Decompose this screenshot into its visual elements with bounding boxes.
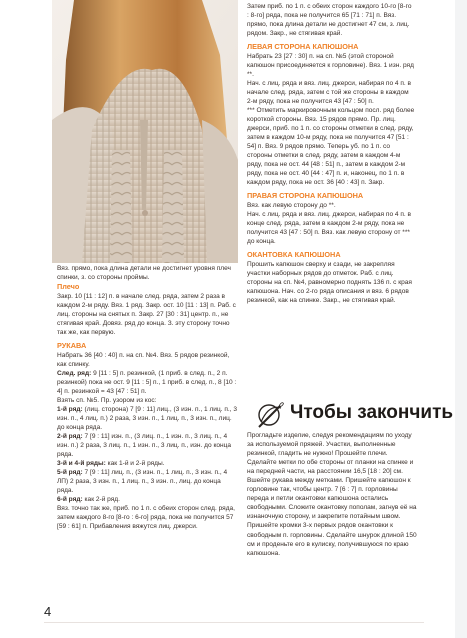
right-text-column <box>247 2 415 305</box>
hooded-sweater-photo <box>52 0 238 263</box>
left-hood-text-1: Набрать 23 [27 : 30] п. на сп. №5 (этой стороной капюшон присоединяется к горловине). Вяз. 1 изн. ряд **. <box>247 52 414 78</box>
hood-edging-heading: ОКАНТОВКА КАПЮШОНА <box>247 250 341 260</box>
row-2-instruction <box>57 432 237 459</box>
row-3-4-text: как 1-й и 2-й ряды. <box>105 460 165 468</box>
next-row-label: След. ряд: <box>57 369 92 377</box>
footer-divider <box>44 622 424 623</box>
row-3-4-label: 3-й и 4-й ряды: <box>57 460 106 468</box>
left-text-column <box>57 264 237 531</box>
row-6-label: 6-й ряд: <box>57 496 83 504</box>
sleeve-increase-text: Вяз. точно так же, приб. по 1 п. с обеих сторон след. ряда, затем каждого 8-го [8-го : 6-го] ряда, пока не получится 57 [59 : 61] п. Прибавления вяжутся лиц. джерси. <box>57 505 235 531</box>
next-row-text: 9 [11 : 5] п. резинкой, (1 приб. в след. п., 2 п. резинкой) пока не ост. 9 [11 : 5] п., 1 приб. в след. п., 8 [10 : 4] п. резинкой = 43 [47 : 51] п. <box>57 369 237 395</box>
row-5-label: 5-й ряд: <box>57 469 83 477</box>
row-1-label: 1-й ряд: <box>57 405 83 413</box>
hood-edging-text: Прошить капюшон сверху и сзади, не закрепляя участки наборных рядов до отметок. Раб. с лиц. стороны на сп. №4, равномерно поднять 136 п. с края капюшона. Нач. со 2-го ряда описания и вяз. 6 рядов резинкой, как на спинке. Закр., не стягивая край. <box>247 260 412 305</box>
row-6-instruction <box>57 495 237 504</box>
page-edge <box>455 0 467 638</box>
row-1-instruction <box>57 405 237 432</box>
right-hood-text-2: Нач. с лиц. ряда и вяз. лиц. джерси, набирая по 4 п. в конце след. ряда, затем в каждом 2-м ряду, пока не получится 43 [47 : 50] п. Вяз. как левую сторону от *** до конца. <box>247 211 412 246</box>
row-2-text: 7 [9 : 11] изн. п., (3 лиц. п., 1 изн. п., 3 лиц. п., 4 изн. п.) 2 раза, 3 лиц. п., 1 изн. п., 3 лиц. п., изн. до конца ряда. <box>57 432 232 459</box>
left-hood-text-2: Нач. с лиц. ряда и вяз. лиц. джерси, набирая по 4 п. в начале след. ряда, затем с той же стороны в каждом 2-м ряду, пока не получится 43 [47 : 50] п. <box>247 79 412 106</box>
left-hood-heading: ЛЕВАЯ СТОРОНА КАПЮШОНА <box>247 42 359 52</box>
finishing-section-header <box>255 400 455 428</box>
row-1-text: (лиц. сторона) 7 [9 : 11] лиц., (3 изн. п., 1 лиц. п., 3 изн. п., 4 лиц. п.) 2 раза, 3 изн. п., 1 лиц. п., 3 изн. п., лиц. до конца ряда. <box>57 405 237 431</box>
shoulder-heading: Плечо <box>57 282 80 292</box>
cable-pattern-intro: Взять сп. №5. Пр. узором из кос: <box>57 396 157 404</box>
sleeves-heading: РУКАВА <box>57 340 87 350</box>
sleeves-cast-on: Набрать 36 [40 : 40] п. на сп. №4. Вяз. 5 рядов резинкой, как спинку. <box>57 351 230 368</box>
shoulder-text: Закр. 10 [11 : 12] п. в начале след. ряда, затем 2 раза в каждом 2-м ряду. Вяз. 1 ряд. Закр. ост. 10 [11 : 13] п. Раб. с лиц. стороны на снятых п. Закр. 27 [30 : 31] центр. п., не стягивая край. Довяз. ряд до конца. З. эту сторону точно так же, как первую. <box>57 292 236 336</box>
needle-and-thread-icon <box>255 400 287 435</box>
row-6-text: как 2-й ряд. <box>82 496 120 504</box>
row-3-4-instruction <box>57 459 237 468</box>
sleeve-continue-text: Затем приб. по 1 п. с обеих сторон каждого 10-го [8-го : 8-го] ряда, пока не получится 65 [71 : 71] п. Вяз. прямо, пока длина детали не достигнет 47 см, з. лиц. рядом. Закр., не стягивая край. <box>247 3 412 38</box>
page-number: 4 <box>44 604 52 619</box>
right-hood-heading: ПРАВАЯ СТОРОНА КАПЮШОНА <box>247 191 364 201</box>
row-5-instruction <box>57 468 237 495</box>
finishing-instructions: Прогладьте изделие, следуя рекомендациям по уходу за используемой пряжей. Участки, выполненные резинкой, гладить не нужно! Прошейте плечи. Сделайте метки по обе стороны от планки на спинке и на передней части, на расстоянии 16,5 [18 : 20] см. Вшейте рукава между метками. Пришейте капюшон к горловине так, чтобы центр. 7 [6 : 7] п. горловины переда и петли окантовки капюшона остались свободными. Сложите окантовку пополам, загнув её на изнаночную сторону, и закрепите потайным швом. Пришейте кромки 3-х первых рядов окантовки к свободным п. горловины. Сделайте шнурок длиной 150 см и проденьте его в кулиску, получившуюся по краю капюшона. <box>247 432 417 557</box>
left-hood-text-3: *** Отметить маркировочным кольцом посл. ряд более короткой стороны. Вяз. 15 рядов прямо. Пр. лиц. джерси, приб. по 1 п. со стороны отметки в след. ряду, затем в каждом 10-м ряду, пока не получится 47 [51 : 54] п. Вяз. 9 рядов прямо. Теперь уб. по 1 п. со стороны отметки в след. ряду, затем в каждом 4-м ряду, пока не ост. 44 [48 : 51] п., затем в каждом 2-м ряду, пока не ост. 40 [44 : 47] п. и, наконец, по 1 п. в каждом ряду, пока не ост. 36 [40 : 43] п. Закр. <box>247 107 415 187</box>
finishing-title: Чтобы закончить <box>290 402 454 423</box>
right-hood-text-1: Вяз. как левую сторону до **. <box>247 202 336 210</box>
next-row-instruction <box>57 369 237 396</box>
row-2-label: 2-й ряд: <box>57 432 83 440</box>
shoulder-intro: Вяз. прямо, пока длина детали не достигнет уровня плеч спинки, з. со стороны проймы. <box>57 265 231 282</box>
row-5-text: 7 [9 : 11] лиц. п., (3 изн. п., 1 лиц. п., 3 изн. п., 4 ЛП) 2 раза, 3 изн. п., 1 лиц. п., 3 изн. п., лиц. до конца ряда. <box>57 469 228 495</box>
